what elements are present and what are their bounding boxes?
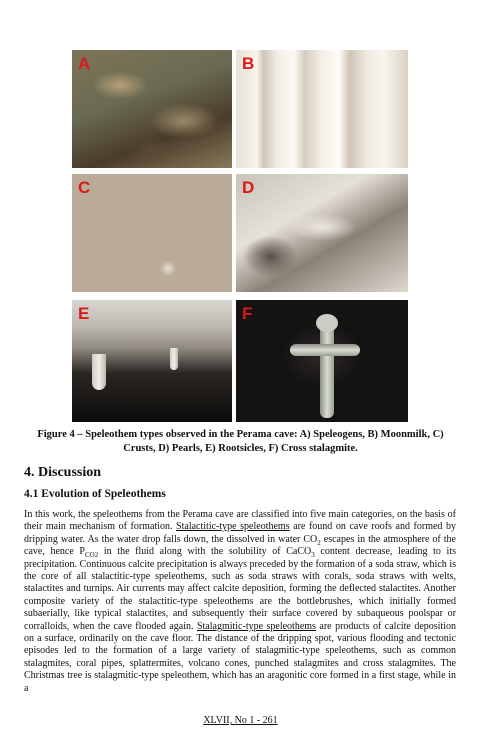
subscript: CO2 xyxy=(84,551,99,560)
text-run: in the fluid along with the solubility of CaCO xyxy=(98,546,312,558)
page-footer: XLVII, No 1 - 261 xyxy=(203,715,278,726)
caption-line: Crusts, D) Pearls, E) Rootsicles, F) Cross stalagmite. xyxy=(123,443,358,454)
photo-panel-b xyxy=(236,50,408,168)
body-paragraph xyxy=(24,509,456,695)
photo-panel-a xyxy=(72,50,232,168)
caption-line: Figure 4 – Speleothem types observed in the Perama cave: A) Speleogens, B) Moonmilk, C) xyxy=(37,429,444,440)
text-run: In this work, the speleothems from the Perama cave are classified into five main categories, on the basis of their main mechanism of formation. xyxy=(24,509,456,533)
cross-stalagmite-top xyxy=(316,314,338,332)
panel-label-c: C xyxy=(78,178,91,197)
panel-label-d: D xyxy=(242,178,255,197)
cross-stalagmite-stem xyxy=(320,322,334,418)
photo-panel-c xyxy=(72,174,232,292)
text-run: content decrease, leading to its precipitation. Continuous calcite precipitation is always preceded by the formation of a soda straw, which is the core of all stalactitic-type speleothems, such as soda straws with corals, soda straws with welts, stalactites and turnips. Air currents may affect calcite deposition, forming the deflected stalactites. Another composite variety of the stalactitic-type speleothems are the bottlebrushes, which initially formed subaerially, like typical stalactites, and subsequently their surface covered by subaqueous poolspar or corralloids, when the cave flooded again. xyxy=(24,546,456,632)
subsection-heading: 4.1 Evolution of Speleothems xyxy=(24,488,166,500)
photo-panel-e xyxy=(72,300,232,422)
panel-label-f: F xyxy=(242,304,253,323)
subscript: 2 xyxy=(317,538,321,547)
hanging-speleothem xyxy=(170,348,178,370)
term-stalactitic: Stalactitic-type speleothems xyxy=(176,521,290,533)
photo-panel-f xyxy=(236,300,408,422)
panel-label-b: B xyxy=(242,54,255,73)
text-run: are products of calcite deposition on a surface, ordinarily on the cave floor. The distance of the dripping spot, various flooding and tectonic episodes led to the formation of a large variety of stalagmitic-type speleothems, such as common stalagmites, coral pipes, splattermites, volcano cones, punched stalagmites and cross stalagmites. The Christmas tree is stalagmitic-type speleothem, which has an aragonitic core formed in a first stage, while in a xyxy=(24,620,457,694)
term-stalagmitic: Stalagmitic-type speleothems xyxy=(196,620,316,632)
hanging-speleothem xyxy=(92,354,106,390)
panel-label-a: A xyxy=(78,54,91,73)
subscript: 3 xyxy=(311,551,315,560)
speleothem-figure xyxy=(72,50,408,422)
figure-caption xyxy=(30,428,451,456)
section-heading: 4. Discussion xyxy=(24,465,102,480)
text-run: escapes in the atmosphere of the cave, hence P xyxy=(24,533,456,558)
photo-panel-d xyxy=(236,174,408,292)
cross-stalagmite-arm xyxy=(290,344,360,356)
text-run: are found on cave roofs and formed by dripping water. As the water drop falls down, the dissolved in water CO xyxy=(24,521,456,545)
panel-label-e: E xyxy=(78,304,90,323)
